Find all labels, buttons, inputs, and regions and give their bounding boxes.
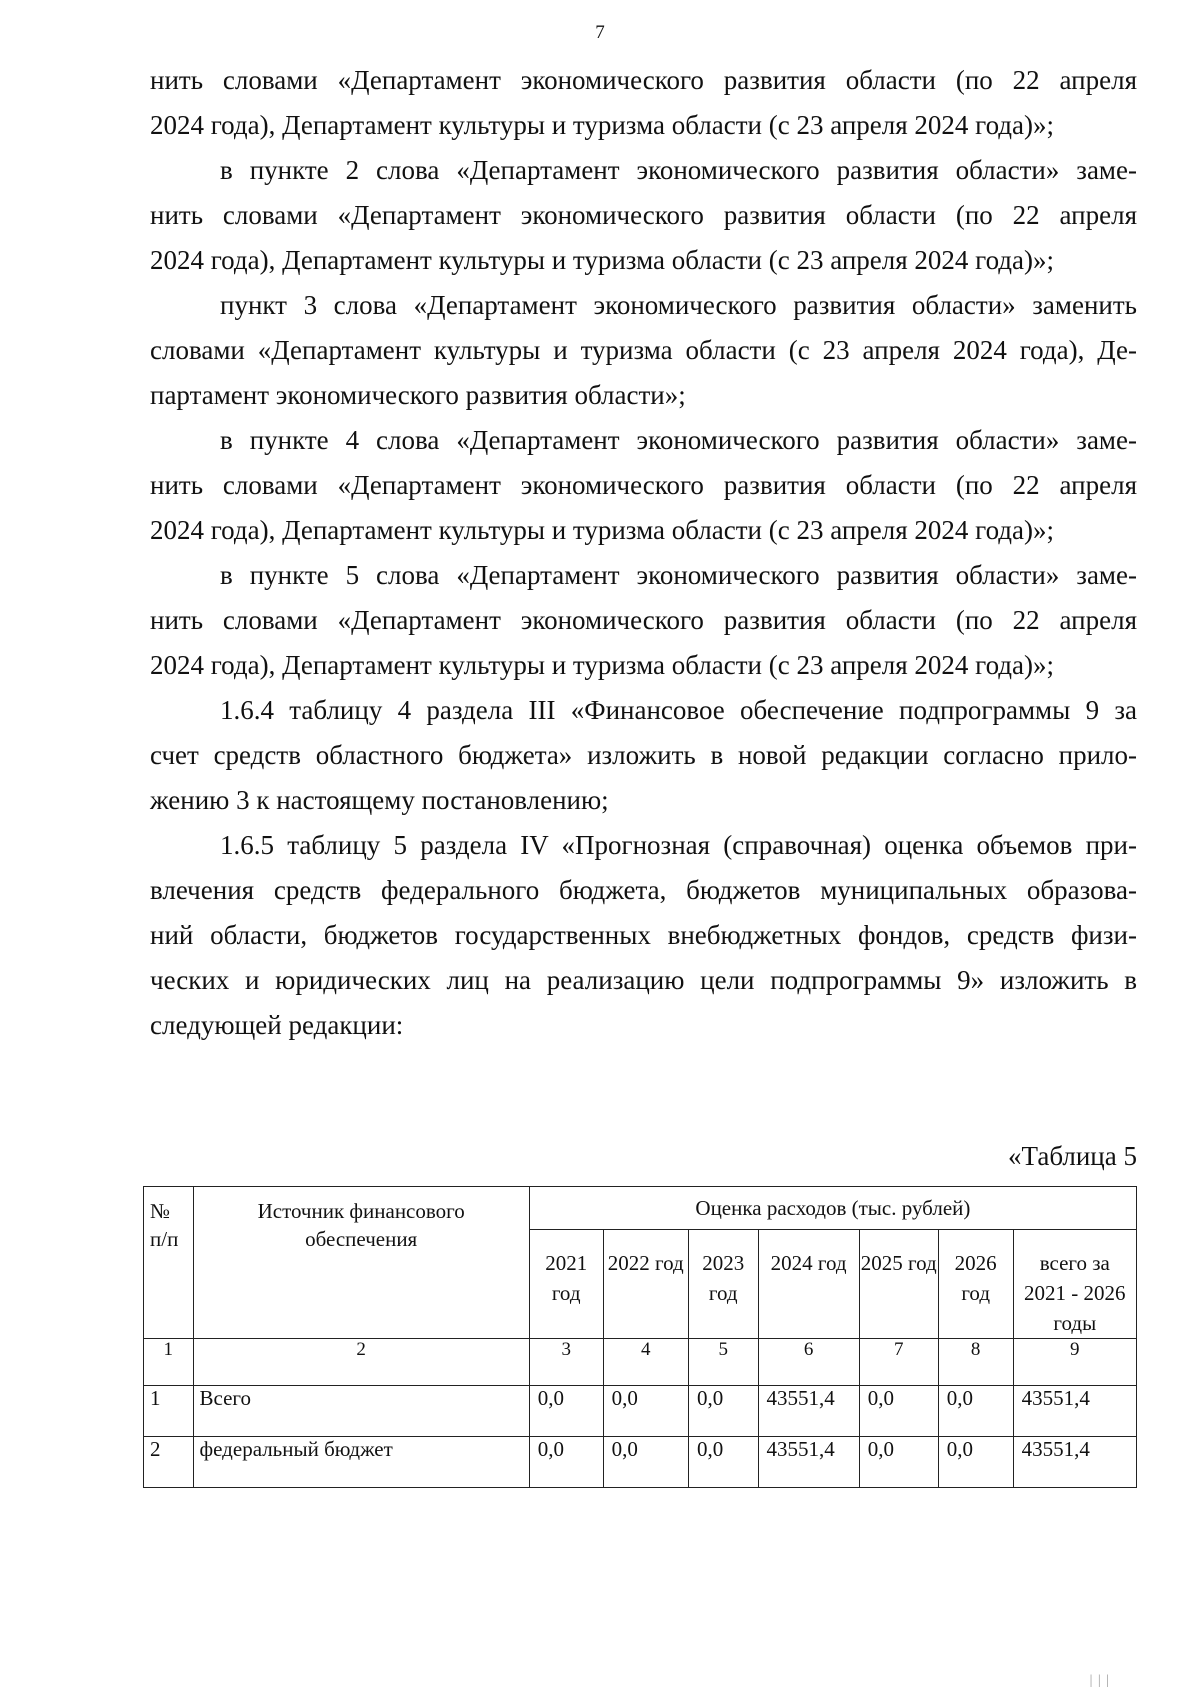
index-cell: 6 bbox=[758, 1339, 859, 1386]
header-estimate: Оценка расходов (тыс. рублей) bbox=[695, 1195, 971, 1220]
index-cell: 1 bbox=[144, 1339, 194, 1386]
table-header-row bbox=[144, 1187, 1137, 1230]
text-line: в пункте 2 слова «Департамент экономического развития области» заме- bbox=[220, 155, 1137, 185]
header-year-cell bbox=[859, 1230, 938, 1339]
header-total-cell bbox=[1013, 1230, 1136, 1339]
page-number: 7 bbox=[595, 22, 605, 43]
text-line: партамент экономического развития области»; bbox=[150, 380, 686, 410]
text-line: пункт 3 слова «Департамент экономического развития области» заменить bbox=[220, 290, 1137, 320]
text-line: в пункте 5 слова «Департамент экономического развития области» заме- bbox=[220, 560, 1137, 590]
row-value-cell: 0,0 bbox=[859, 1437, 938, 1488]
row-source-cell: Всего bbox=[193, 1386, 529, 1437]
text-line: в пункте 4 слова «Департамент экономического развития области» заме- bbox=[220, 425, 1137, 455]
row-value-cell: 0,0 bbox=[529, 1437, 603, 1488]
text-line: ний области, бюджетов государственных внебюджетных фондов, средств физи- bbox=[150, 920, 1137, 950]
text-line: нить словами «Департамент экономического развития области (по 22 апреля bbox=[150, 470, 1137, 500]
table-index-row bbox=[144, 1339, 1137, 1386]
index-cell: 7 bbox=[859, 1339, 938, 1386]
row-value-cell: 43551,4 bbox=[1013, 1386, 1136, 1437]
index-cell: 2 bbox=[193, 1339, 529, 1386]
row-value-cell: 0,0 bbox=[938, 1437, 1013, 1488]
row-value-cell: 0,0 bbox=[603, 1437, 688, 1488]
scan-mark: | | | bbox=[1089, 1673, 1110, 1688]
text-line: жению 3 к настоящему постановлению; bbox=[150, 785, 609, 815]
index-cell: 5 bbox=[688, 1339, 758, 1386]
index-cell: 4 bbox=[603, 1339, 688, 1386]
header-estimate-cell bbox=[529, 1187, 1136, 1230]
text-line: влечения средств федерального бюджета, бюджетов муниципальных образова- bbox=[150, 875, 1137, 905]
table-row bbox=[144, 1386, 1137, 1437]
row-value-cell: 0,0 bbox=[603, 1386, 688, 1437]
header-num: № п/п bbox=[150, 1199, 179, 1251]
table-row bbox=[144, 1437, 1137, 1488]
header-year-cell bbox=[758, 1230, 859, 1339]
header-source: Источник финансового обеспечения bbox=[257, 1199, 465, 1251]
header-num-cell bbox=[144, 1187, 194, 1339]
table-caption: «Таблица 5 bbox=[1008, 1141, 1137, 1171]
text-line: 2024 года), Департамент культуры и туризма области (с 23 апреля 2024 года)»; bbox=[150, 650, 1054, 680]
text-line: нить словами «Департамент экономического развития области (по 22 апреля bbox=[150, 605, 1137, 635]
row-value-cell: 0,0 bbox=[529, 1386, 603, 1437]
header-year-cell bbox=[529, 1230, 603, 1339]
row-source-cell: федеральный бюджет bbox=[193, 1437, 529, 1488]
index-cell: 3 bbox=[529, 1339, 603, 1386]
header-source-cell bbox=[193, 1187, 529, 1339]
row-value-cell: 0,0 bbox=[938, 1386, 1013, 1437]
text-line: ческих и юридических лиц на реализацию цели подпрограммы 9» изложить в bbox=[150, 965, 1137, 995]
header-year: 2025 год bbox=[860, 1251, 937, 1275]
row-value-cell: 0,0 bbox=[688, 1386, 758, 1437]
row-value-cell: 43551,4 bbox=[758, 1437, 859, 1488]
header-total: всего за 2021 - 2026 годы bbox=[1024, 1251, 1126, 1335]
header-year: 2026 год bbox=[954, 1251, 997, 1305]
text-line: нить словами «Департамент экономического развития области (по 22 апреля bbox=[150, 200, 1137, 230]
text-line: 2024 года), Департамент культуры и туризма области (с 23 апреля 2024 года)»; bbox=[150, 110, 1054, 140]
text-line: нить словами «Департамент экономического развития области (по 22 апреля bbox=[150, 65, 1137, 95]
header-year: 2022 год bbox=[607, 1251, 684, 1275]
text-line: 1.6.4 таблицу 4 раздела III «Финансовое обеспечение подпрограммы 9 за bbox=[220, 695, 1137, 725]
header-year-cell bbox=[603, 1230, 688, 1339]
index-cell: 8 bbox=[938, 1339, 1013, 1386]
row-value-cell: 0,0 bbox=[688, 1437, 758, 1488]
financing-table bbox=[143, 1186, 1137, 1488]
row-num-cell: 1 bbox=[144, 1386, 194, 1437]
text-line: словами «Департамент культуры и туризма области (с 23 апреля 2024 года), Де- bbox=[150, 335, 1137, 365]
text-line: счет средств областного бюджета» изложить в новой редакции согласно прило- bbox=[150, 740, 1137, 770]
row-value-cell: 43551,4 bbox=[758, 1386, 859, 1437]
row-value-cell: 43551,4 bbox=[1013, 1437, 1136, 1488]
row-num-cell: 2 bbox=[144, 1437, 194, 1488]
header-year: 2023 год bbox=[702, 1251, 745, 1305]
header-year-cell bbox=[688, 1230, 758, 1339]
header-year: 2021 год bbox=[545, 1251, 588, 1305]
text-line: следующей редакции: bbox=[150, 1010, 404, 1040]
index-cell: 9 bbox=[1013, 1339, 1136, 1386]
header-year: 2024 год bbox=[770, 1251, 847, 1275]
text-line: 1.6.5 таблицу 5 раздела IV «Прогнозная (справочная) оценка объемов при- bbox=[220, 830, 1137, 860]
header-year-cell bbox=[938, 1230, 1013, 1339]
text-line: 2024 года), Департамент культуры и туризма области (с 23 апреля 2024 года)»; bbox=[150, 245, 1054, 275]
text-line: 2024 года), Департамент культуры и туризма области (с 23 апреля 2024 года)»; bbox=[150, 515, 1054, 545]
row-value-cell: 0,0 bbox=[859, 1386, 938, 1437]
